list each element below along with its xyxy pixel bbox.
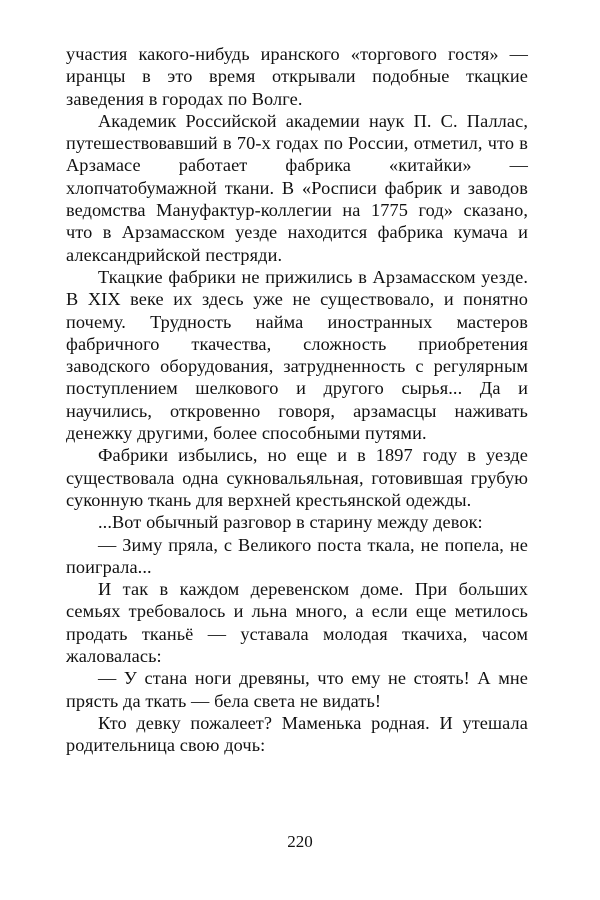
paragraph: Кто девку пожалеет? Маменька родная. И утешала родительница свою дочь: xyxy=(66,712,528,756)
paragraph: Ткацкие фабрики не прижились в Арзамасском уезде. В XIX веке их здесь уже не существовало, и понятно почему. Трудность найма иностранных мастеров фабричного ткачества, сложность приобретения заводского оборудования, затрудненность с регулярным поступлением шелкового и другого сырья... Да и научились, откровенно говоря, арзамасцы наживать денежку другими, более способными путями. xyxy=(66,266,528,444)
paragraph: — Зиму пряла, с Великого поста ткала, не попела, не поиграла... xyxy=(66,534,528,577)
paragraph: участия какого-нибудь иранского «торгового гостя» — иранцы в это время открывали подобные ткацкие заведения в городах по Волге. xyxy=(66,44,528,109)
paragraph: Академик Российской академии наук П. С. Паллас, путешествовавший в 70-х годах по России, отметил, что в Арзамасе работает фабрика «китайки» — хлопчатобумажной ткани. В «Росписи фабрик и заводов ведомства Мануфактур-коллегии на 1775 год» сказано, что в Арзамасском уезде находится фабрика кумача и александрийской пестряди. xyxy=(66,110,528,265)
page-number: 220 xyxy=(287,832,313,851)
paragraph: Фабрики избылись, но еще и в 1897 году в уезде существовала одна сукновальяльная, готовившая грубую суконную ткань для верхней крестьянской одежды. xyxy=(66,445,528,510)
body-text xyxy=(66,43,528,757)
paragraph: И так в каждом деревенском доме. При больших семьях требовалось и льна много, а если еще метилось продать тканьё — уставала молодая ткачиха, часом жаловалась: xyxy=(66,579,528,667)
paragraph: ...Вот обычный разговор в старину между девок: xyxy=(98,512,483,533)
paragraph: — У стана ноги древяны, что ему не стоять! А мне прясть да ткать — бела света не видать! xyxy=(66,668,528,711)
